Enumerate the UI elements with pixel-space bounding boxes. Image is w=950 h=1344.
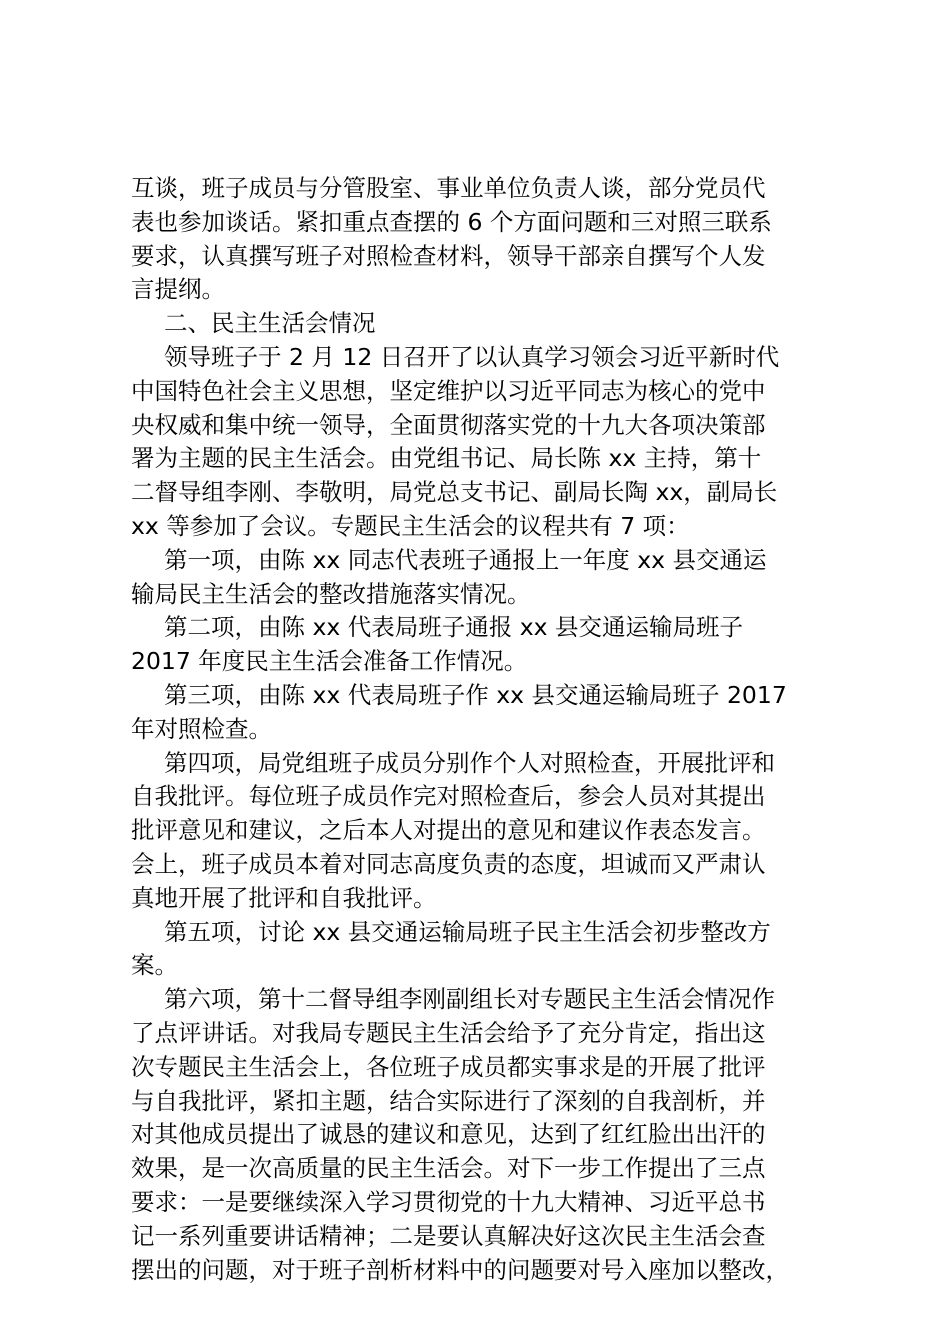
text-line: 案。 [131, 951, 178, 980]
text-line: 第二项，由陈 xx 代表局班子通报 xx 县交通运输局班子 [164, 613, 744, 642]
text-line: 二、民主生活会情况 [164, 309, 376, 338]
text-line: 要求：一是要继续深入学习贯彻党的十九大精神、习近平总书 [131, 1187, 766, 1216]
text-line: 第六项，第十二督导组李刚副组长对专题民主生活会情况作 [164, 985, 775, 1014]
text-line: 要求，认真撰写班子对照检查材料，领导干部亲自撰写个人发 [131, 241, 766, 270]
text-line: 第四项，局党组班子成员分别作个人对照检查，开展批评和 [164, 748, 775, 777]
text-line: 对其他成员提出了诚恳的建议和意见，达到了红红脸出出汗的 [131, 1120, 766, 1149]
text-line: 第五项，讨论 xx 县交通运输局班子民主生活会初步整改方 [164, 917, 771, 946]
text-line: xx 等参加了会议。专题民主生活会的议程共有 7 项： [131, 511, 690, 540]
text-line: 记一系列重要讲话精神；二是要认真解决好这次民主生活会查 [131, 1221, 766, 1250]
text-line: 摆出的问题，对于班子剖析材料中的问题要对号入座加以整改， [131, 1255, 789, 1284]
text-line: 批评意见和建议，之后本人对提出的意见和建议作表态发言。 [131, 816, 766, 845]
text-line: 领导班子于 2 月 12 日召开了以认真学习领会习近平新时代 [164, 342, 780, 371]
text-line: 自我批评。每位班子成员作完对照检查后，参会人员对其提出 [131, 782, 766, 811]
text-line: 年对照检查。 [131, 714, 272, 743]
text-line: 央权威和集中统一领导，全面贯彻落实党的十九大各项决策部 [131, 410, 766, 439]
text-line: 与自我批评，紧扣主题，结合实际进行了深刻的自我剖析，并 [131, 1086, 766, 1115]
text-line: 次专题民主生活会上，各位班子成员都实事求是的开展了批评 [131, 1052, 766, 1081]
text-line: 二督导组李刚、李敬明，局党总支书记、副局长陶 xx，副局长 [131, 478, 778, 507]
text-line: 言提纲。 [131, 275, 225, 304]
text-line: 第三项，由陈 xx 代表局班子作 xx 县交通运输局班子 2017 [164, 680, 787, 709]
text-line: 署为主题的民主生活会。由党组书记、局长陈 xx 主持，第十 [131, 444, 762, 473]
text-line: 第一项，由陈 xx 同志代表班子通报上一年度 xx 县交通运 [164, 545, 767, 574]
text-line: 互谈，班子成员与分管股室、事业单位负责人谈，部分党员代 [131, 174, 766, 202]
text-line: 会上，班子成员本着对同志高度负责的态度，坦诚而又严肃认 [131, 849, 766, 878]
text-line: 表也参加谈话。紧扣重点查摆的 6 个方面问题和三对照三联系 [131, 207, 772, 236]
text-line: 效果，是一次高质量的民主生活会。对下一步工作提出了三点 [131, 1154, 766, 1183]
text-line: 输局民主生活会的整改措施落实情况。 [131, 579, 531, 608]
document-body [131, 172, 831, 1287]
text-line: 真地开展了批评和自我批评。 [131, 883, 437, 912]
text-line: 2017 年度民主生活会准备工作情况。 [131, 647, 528, 676]
text-line: 中国特色社会主义思想，坚定维护以习近平同志为核心的党中 [131, 376, 766, 405]
text-line: 了点评讲话。对我局专题民主生活会给予了充分肯定，指出这 [131, 1018, 766, 1047]
